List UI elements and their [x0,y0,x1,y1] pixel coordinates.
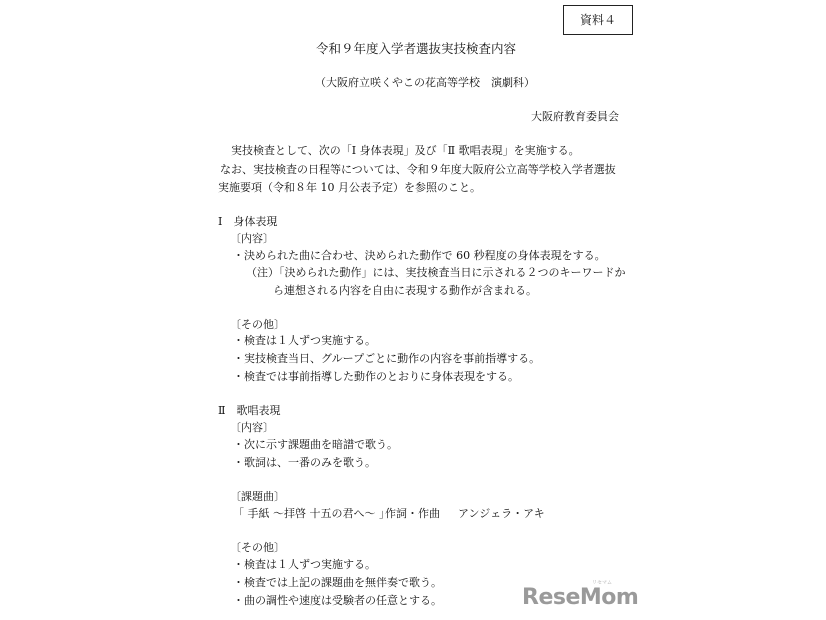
song-credit-label: 作詞・作曲 [385,507,440,520]
section-1-other-item: ・検査は１人ずつ実施する。 [233,334,376,347]
intro-line-1: 実技検査として、次の「Ⅰ 身体表現」及び「Ⅱ 歌唱表現」を実施する。 [231,144,580,157]
intro-line-2: なお、実技検査の日程等については、令和９年度大阪府公立高等学校入学者選抜 [220,163,616,176]
section-2-heading: Ⅱ 歌唱表現 [218,404,281,417]
section-2-content-item: ・歌詞は、一番のみを歌う。 [233,456,376,469]
section-2-other-label: 〔その他〕 [230,541,285,554]
section-1-other-label: 〔その他〕 [230,318,285,331]
section-1-content-label: 〔内容〕 [230,232,274,245]
section-2-other-item: ・曲の調性や速度は受験者の任意とする。 [233,594,442,607]
document-title: 令和９年度入学者選抜実技検査内容 [316,41,517,56]
section-2-content-label: 〔内容〕 [230,421,274,434]
section-1-content-item: ・決められた曲に合わせ、決められた動作で 60 秒程度の身体表現をする。 [233,249,606,262]
issuer: 大阪府教育委員会 [531,110,619,123]
section-1-other-item: ・実技検査当日、グループごとに動作の内容を事前指導する。 [233,352,541,365]
resemom-logo-text: ReseMom [522,585,639,610]
intro-line-3: 実施要項（令和８年 10 月公表予定）を参照のこと。 [218,181,481,194]
resemom-logo-ruby: リセマム [592,580,612,586]
document-reference-label: 資料４ [563,5,633,35]
section-1-other-item: ・検査では事前指導した動作のとおりに身体表現をする。 [233,370,519,383]
song-artist: アンジェラ・アキ [458,507,545,520]
resemom-watermark-logo [522,580,639,611]
section-2-song-label: 〔課題曲〕 [230,490,285,503]
section-2-other-item: ・検査では上記の課題曲を無伴奏で歌う。 [233,576,442,589]
song-title: 「 手紙 ～拝啓 十五の君へ～ 」 [233,507,390,520]
section-1-note-line-1: （注）「決められた動作」には、実技検査当日に示される２つのキーワードか [246,266,626,279]
section-2-other-item: ・検査は１人ずつ実施する。 [233,558,376,571]
section-2-content-item: ・次に示す課題曲を暗譜で歌う。 [233,438,398,451]
document-subtitle: （大阪府立咲くやこの花高等学校 演劇科） [315,76,535,89]
section-1-heading: Ⅰ 身体表現 [218,215,278,228]
section-1-note-line-2: ら連想される内容を自由に表現する動作が含まれる。 [273,284,537,297]
